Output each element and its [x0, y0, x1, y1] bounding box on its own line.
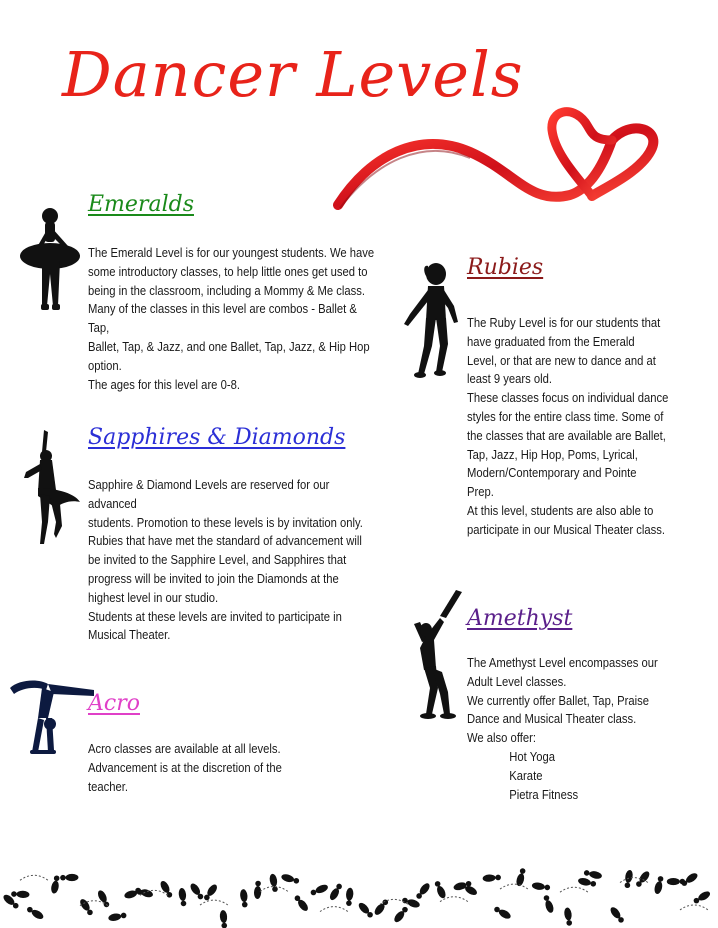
acro-text: [88, 740, 304, 796]
footprint-heel-icon: [694, 898, 700, 904]
footprint-heel-icon: [544, 885, 550, 891]
text-line: Modern/Contemporary and Pointe: [467, 466, 637, 481]
footprint-icon: [588, 870, 602, 880]
sapphires-text: [88, 476, 376, 645]
child-dancer-icon: [402, 262, 464, 380]
footprint-heel-icon: [272, 886, 278, 892]
footprint-icon: [178, 888, 187, 902]
step-arrow-icon: [560, 887, 588, 892]
footprint-heel-icon: [336, 884, 342, 890]
emeralds-heading: Emeralds: [88, 192, 194, 217]
step-arrow-icon: [320, 907, 348, 912]
text-line: option.: [88, 358, 122, 373]
offering-item: Hot Yoga: [509, 749, 555, 764]
text-line: Sapphire & Diamond Levels are reserved for our advanced: [88, 478, 330, 511]
text-line: be invited to the Sapphire Level, and Sapphires that: [88, 553, 347, 568]
text-line: teacher.: [88, 779, 129, 794]
acro-heading: Acro: [88, 691, 140, 716]
footprint-heel-icon: [346, 900, 352, 906]
text-line: Dance and Musical Theater class.: [467, 712, 637, 727]
footprint-heel-icon: [566, 920, 572, 926]
footprint-icon: [50, 880, 60, 894]
footprint-heel-icon: [402, 898, 408, 904]
adult-dancer-icon: [406, 588, 464, 722]
rubies-heading: Rubies: [467, 255, 544, 280]
text-line: The Emerald Level is for our youngest students. We have: [88, 246, 375, 260]
footprint-icon: [96, 889, 108, 904]
text-line: At this level, students are also able to: [467, 503, 654, 518]
footprint-heel-icon: [590, 881, 596, 887]
text-line: some introductory classes, to help little ones get used to: [88, 264, 368, 279]
text-line: Level, or that are new to dance and at: [467, 353, 656, 368]
footprint-heel-icon: [636, 881, 642, 887]
text-line: Musical Theater.: [88, 628, 171, 643]
page-title: Dancer Levels: [62, 38, 524, 111]
footprint-icon: [544, 899, 555, 914]
footprint-icon: [482, 874, 495, 882]
footprint-icon: [254, 886, 262, 899]
footprint-icon: [139, 888, 154, 899]
handstand-acrobat-icon: [8, 674, 96, 756]
footprint-heel-icon: [416, 893, 422, 899]
footprint-heel-icon: [402, 907, 408, 913]
text-line: Many of the classes in this level are combos - Ballet & Tap,: [88, 302, 357, 336]
footprint-heel-icon: [658, 876, 664, 882]
text-line: We also offer:: [467, 731, 537, 746]
text-line: highest level in our studio.: [88, 590, 219, 605]
footprint-icon: [16, 891, 29, 899]
text-line: The Ruby Level is for our students that: [467, 316, 661, 330]
footprint-icon: [577, 877, 591, 887]
text-line: styles for the entire class time. Some of: [467, 409, 664, 424]
footprint-heel-icon: [255, 881, 261, 887]
step-arrow-icon: [20, 875, 48, 880]
footprint-heel-icon: [60, 875, 66, 881]
footprint-heel-icon: [466, 881, 472, 887]
footprint-heel-icon: [198, 894, 204, 900]
text-line: Tap, Jazz, Hip Hop, Poms, Lyrical,: [467, 447, 638, 462]
footprint-heel-icon: [367, 912, 373, 918]
text-line: These classes focus on individual dance: [467, 391, 669, 406]
footprint-heel-icon: [435, 881, 441, 887]
text-line: The Amethyst Level encompasses our: [467, 656, 658, 670]
footprint-heel-icon: [11, 891, 17, 897]
amethyst-text: [467, 654, 674, 804]
text-line: Acro classes are available at all levels.: [88, 742, 281, 756]
footprint-heel-icon: [87, 910, 93, 916]
text-line: Advancement is at the discretion of the: [88, 760, 282, 775]
footprint-icon: [531, 882, 545, 891]
footprint-icon: [65, 874, 78, 881]
rubies-text: [467, 314, 674, 540]
little-ballerina-icon: [20, 206, 82, 314]
footprint-heel-icon: [54, 875, 60, 881]
text-line: Ballet, Tap, & Jazz, and one Ballet, Tap, Jazz, & Hip Hop: [88, 339, 370, 354]
offering-item: Pietra Fitness: [509, 787, 579, 802]
sapphires-heading: Sapphires & Diamonds: [88, 425, 346, 450]
footprint-heel-icon: [27, 907, 33, 913]
text-line: participate in our Musical Theater class.: [467, 522, 666, 537]
footprint-heel-icon: [221, 923, 227, 928]
footprint-heel-icon: [682, 880, 688, 886]
footprint-icon: [269, 873, 278, 887]
footprint-icon: [435, 885, 447, 900]
red-ribbon-heart-icon: [330, 100, 670, 220]
footprint-icon: [563, 907, 572, 921]
text-line: have graduated from the Emerald: [467, 334, 635, 349]
footprint-icon: [314, 883, 329, 895]
text-line: progress will be invited to join the Diamonds at the: [88, 571, 339, 586]
footprint-icon: [219, 910, 227, 924]
text-line: least 9 years old.: [467, 372, 553, 387]
dance-footsteps-border: [0, 866, 718, 928]
step-arrow-icon: [680, 905, 708, 910]
footprint-icon: [346, 887, 354, 901]
text-line: We currently offer Ballet, Tap, Praise: [467, 693, 649, 708]
footprint-icon: [667, 878, 680, 885]
amethyst-heading: Amethyst: [467, 606, 573, 631]
footprint-heel-icon: [181, 901, 187, 907]
text-line: Students at these levels are invited to participate in: [88, 609, 342, 624]
step-arrow-icon: [200, 900, 228, 905]
footprint-heel-icon: [295, 895, 301, 901]
text-line: Adult Level classes.: [467, 674, 567, 689]
text-line: the classes that are available are Ballet,: [467, 428, 666, 443]
text-line: The ages for this level are 0-8.: [88, 377, 240, 392]
footprint-icon: [108, 912, 122, 922]
text-line: Rubies that have met the standard of advancement will: [88, 534, 362, 549]
footprint-heel-icon: [460, 883, 466, 889]
footprint-heel-icon: [121, 913, 127, 919]
footprint-heel-icon: [242, 902, 248, 908]
step-arrow-icon: [500, 884, 528, 889]
emeralds-text: [88, 244, 376, 394]
footprint-heel-icon: [204, 895, 210, 901]
footprint-heel-icon: [311, 890, 317, 896]
offering-item: Karate: [509, 768, 543, 783]
footprint-heel-icon: [13, 903, 19, 909]
footprint-heel-icon: [520, 868, 526, 874]
footprint-heel-icon: [625, 882, 631, 888]
footprint-icon: [240, 889, 249, 903]
footprint-heel-icon: [494, 907, 500, 913]
footprint-heel-icon: [544, 895, 550, 901]
footprint-heel-icon: [584, 870, 590, 876]
footprint-heel-icon: [495, 875, 501, 881]
footprint-heel-icon: [618, 917, 624, 923]
footprint-icon: [280, 873, 295, 884]
leaping-dancer-icon: [22, 430, 82, 546]
text-line: being in the classroom, including a Mommy & Me class.: [88, 283, 365, 298]
footprint-icon: [406, 898, 421, 909]
text-line: Prep.: [467, 485, 494, 500]
footprint-icon: [653, 880, 663, 894]
footprint-heel-icon: [135, 888, 141, 894]
text-line: students. Promotion to these levels is by invitation only.: [88, 515, 363, 530]
footprint-heel-icon: [294, 878, 300, 884]
footprint-icon: [624, 869, 633, 883]
